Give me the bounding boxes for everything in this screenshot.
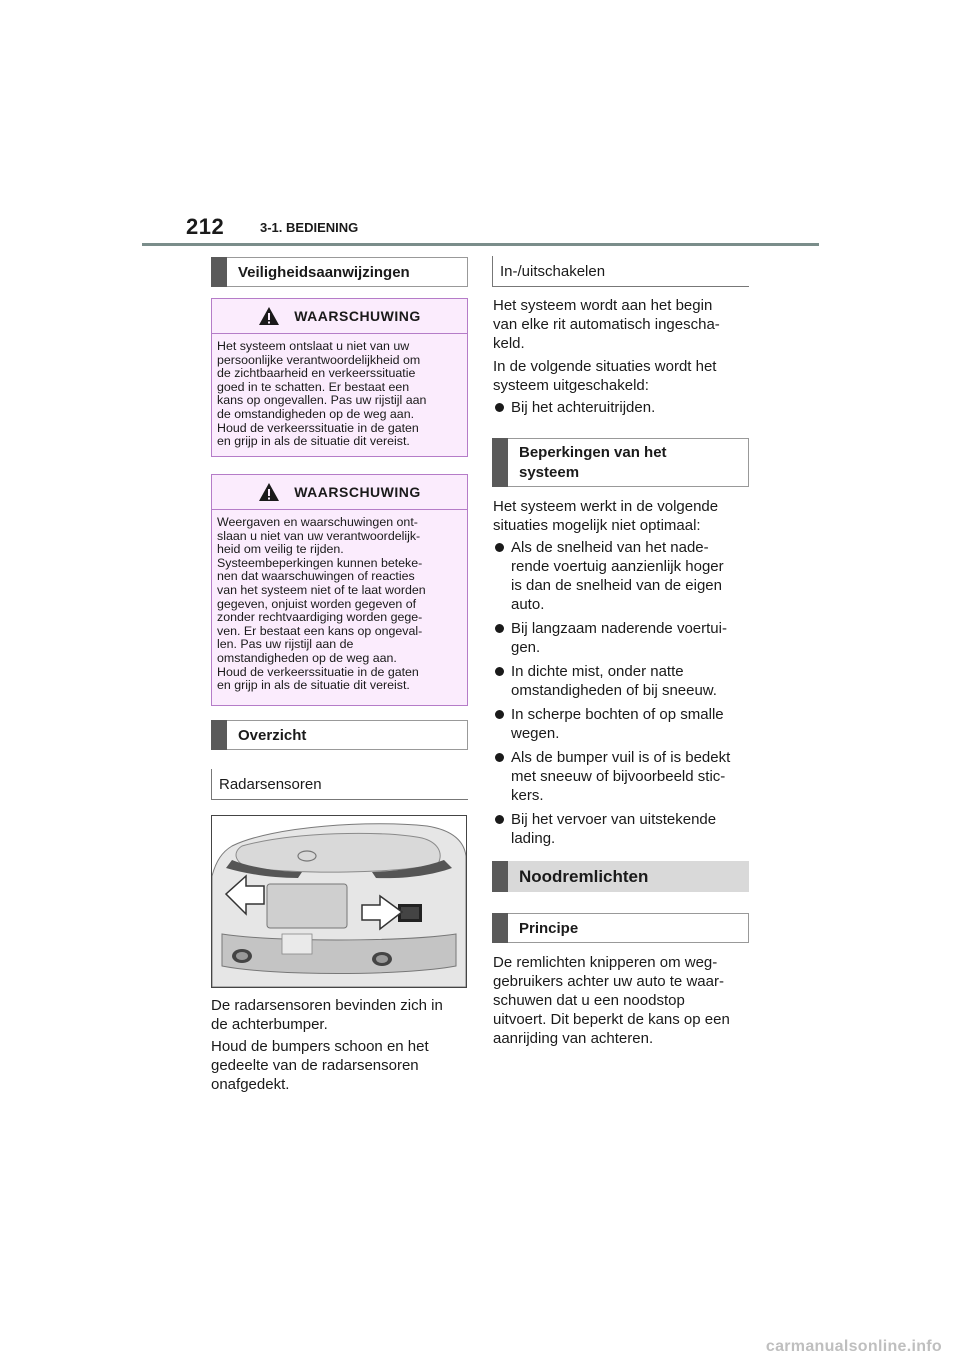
section-heading-overview (211, 720, 468, 750)
list-item: In scherpe bochten of op smalle wegen. (493, 705, 753, 743)
section-heading-overview-label: Overzicht (238, 726, 307, 744)
car-rear-illustration (212, 816, 466, 987)
warning-title: WAARSCHUWING (294, 484, 421, 500)
paragraph-radar-location: De radarsensoren bevinden zich in de achterbumper. (211, 997, 443, 1033)
section-heading-principle-label: Principe (519, 919, 579, 937)
paragraph-disable-situations: In de volgende situaties wordt het systeem uitgeschakeld: (493, 358, 717, 394)
list-item: Bij het vervoer van uitstekende lading. (493, 810, 753, 848)
warning-triangle-icon (258, 482, 280, 502)
subheading-on-off: In-/uitschakelen (492, 256, 749, 287)
warning-box-1 (211, 298, 468, 457)
list-limitations (493, 538, 753, 853)
warning-text: Het systeem ontslaat u niet van uw persoonlijke verantwoordelijkheid om de zichtbaarheid en verkeerssituatie goed in te schatten. Er bestaat een kans op ongevallen. Pas uw rijstijl aan de omstandigheden op de weg aan. Houd de verkeerssituatie in de gaten en grijp in als de situatie dit vereist. (217, 339, 427, 449)
list-item: Bij het achteruitrijden. (493, 398, 655, 417)
watermark-text: carmanualsonline.info (765, 1338, 942, 1355)
list-disable-situations (493, 398, 655, 422)
warning-header (212, 299, 467, 334)
page-number: 212 (186, 214, 225, 239)
chapter-title: 3-1. BEDIENING (260, 220, 359, 235)
section-heading-emergency-brake-lights-label: Noodremlichten (519, 866, 649, 886)
paragraph-auto-enable: Het systeem wordt aan het begin van elke rit automatisch ingescha- keld. (493, 297, 720, 352)
section-heading-emergency-brake-lights (492, 861, 749, 892)
warning-text: Weergaven en waarschuwingen ont- slaan u niet van uw verantwoordelijk- heid om veilig te rijden. Systeembeperkingen kunnen beteke- nen dat waarschuwingen of reacties van het systeem niet of te laat worden gegeven, onjuist worden gegeven of zonder rechtvaardiging worden gege- ven. Er bestaat een kans op ongeval- len. Pas uw rijstijl aan de omstandigheden op de weg aan. Houd de verkeerssituatie in de gaten en grijp in als de situatie dit vereist. (217, 515, 426, 693)
warning-header (212, 475, 467, 510)
section-heading-limitations (492, 438, 749, 487)
list-item: Als de bumper vuil is of is bedekt met sneeuw of bijvoorbeeld stic- kers. (493, 748, 753, 805)
warning-triangle-icon (258, 306, 280, 326)
section-heading-limitations-label: Beperkingen van het systeem (519, 443, 667, 481)
header-divider (142, 243, 819, 246)
paragraph-principle: De remlichten knipperen om weg- gebruikers achter uw auto te waar- schuwen dat u een noodstop uitvoert. Dit beperkt de kans op een aanrijding van achteren. (493, 954, 730, 1047)
warning-title: WAARSCHUWING (294, 308, 421, 324)
list-item: Bij langzaam naderende voertui- gen. (493, 619, 753, 657)
paragraph-limitations-intro: Het systeem werkt in de volgende situaties mogelijk niet optimaal: (493, 498, 719, 534)
list-item: In dichte mist, onder natte omstandigheden of bij sneeuw. (493, 662, 753, 700)
section-heading-principle (492, 913, 749, 943)
radar-sensor-illustration (211, 815, 467, 988)
section-heading-safety (211, 257, 468, 287)
section-heading-safety-label: Veiligheidsaanwijzingen (238, 263, 410, 281)
warning-box-2 (211, 474, 468, 706)
list-item: Als de snelheid van het nade- rende voertuig aanzienlijk hoger is dan de snelheid van de eigen auto. (493, 538, 753, 614)
paragraph-keep-clean: Houd de bumpers schoon en het gedeelte van de radarsensoren onafgedekt. (211, 1038, 429, 1093)
subheading-radar-sensors: Radarsensoren (211, 769, 468, 800)
watermark (0, 1338, 960, 1358)
